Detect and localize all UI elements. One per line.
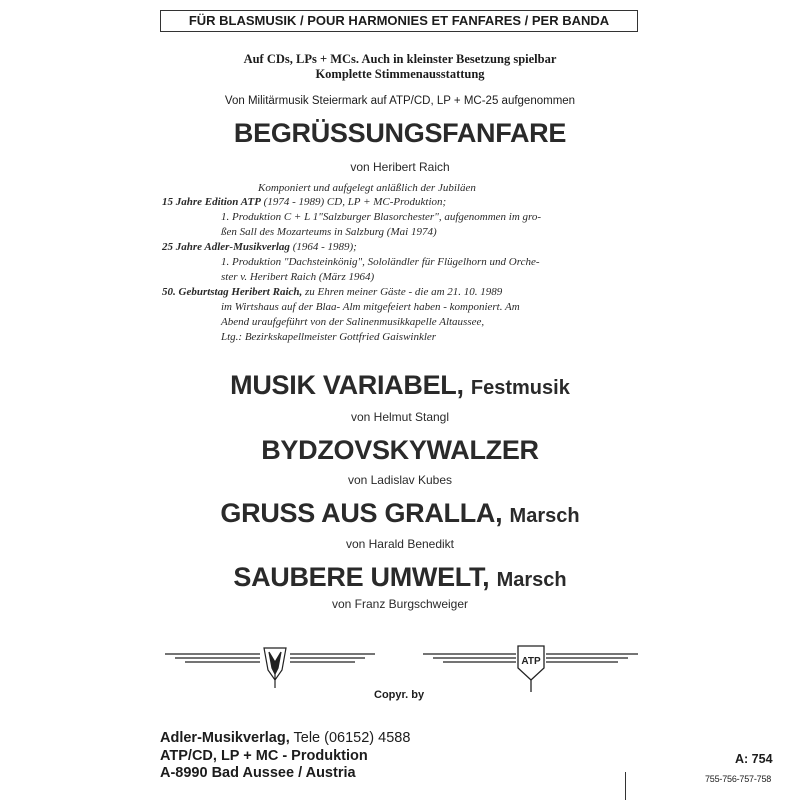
dedication-birthday-rest: zu Ehren meiner Gäste - die am 21. 10. 1989 — [302, 286, 503, 298]
piece-title: MUSIK VARIABEL, — [230, 370, 464, 400]
dedication-intro: Komponiert und aufgelegt anläßlich der Jubiläen — [258, 182, 476, 194]
piece-genre: Marsch — [496, 569, 567, 591]
catalog-numbers: 755-756-757-758 — [705, 774, 772, 784]
adler-logo — [160, 640, 380, 695]
dedication-birthday — [162, 285, 502, 300]
dedication-birthday-detail: Ltg.: Bezirkskapellmeister Gottfried Gaiswinkler — [221, 331, 437, 343]
piece-composer: von Harald Benedikt — [345, 537, 455, 551]
eagle-emblem-icon — [160, 640, 380, 690]
catalog-number: A: 754 — [735, 752, 773, 766]
piece-composer: von Franz Burgschweiger — [331, 597, 469, 611]
piece-title-row — [0, 498, 800, 529]
publisher-name: Adler-Musikverlag, — [160, 730, 290, 746]
piece-composer: von Helmut Stangl — [350, 410, 450, 424]
atp-logo — [418, 640, 643, 700]
dedication-adler-detail: 1. Produktion "Dachsteinkönig", Sololändler für Flügelhorn und Orche- — [221, 256, 540, 268]
parts-line: Komplette Stimmenausstattung — [315, 67, 485, 81]
dedication-adler — [162, 240, 357, 255]
dedication-atp-detail: 1. Produktion C + L 1"Salzburger Blasorchester", aufgenommen im gro- — [221, 211, 542, 223]
recording-note: Von Militärmusik Steiermark auf ATP/CD, LP + MC-25 aufgenommen — [224, 95, 576, 107]
piece-title: SAUBERE UMWELT, — [233, 562, 490, 592]
publisher-phone: Tele (06152) 4588 — [289, 730, 411, 746]
piece-genre: Festmusik — [470, 377, 570, 399]
piece-composer: von Ladislav Kubes — [347, 473, 453, 487]
dedication-birthday-bold: 50. Geburtstag Heribert Raich, — [162, 286, 303, 298]
dedication-atp-detail: ßen Sall des Mozarteums in Salzburg (Mai 1974) — [221, 226, 437, 238]
copyright-label: Copyr. by — [374, 689, 425, 701]
header-banner: FÜR BLASMUSIK / POUR HARMONIES ET FANFARES / PER BANDA — [160, 10, 638, 32]
dedication-adler-detail: ster v. Heribert Raich (März 1964) — [221, 271, 375, 283]
piece-title: GRUSS AUS GRALLA, — [220, 498, 503, 528]
piece-title-row — [0, 370, 800, 401]
crop-mark — [625, 772, 626, 800]
publisher-block — [160, 730, 410, 783]
dedication-atp — [162, 195, 446, 210]
publisher-name-line — [160, 730, 410, 748]
piece-composer: von Heribert Raich — [350, 160, 450, 174]
dedication-adler-bold: 25 Jahre Adler-Musikverlag — [162, 241, 290, 253]
dedication-atp-bold: 15 Jahre Edition ATP — [162, 196, 261, 208]
publisher-address: A-8990 Bad Aussee / Austria — [160, 765, 356, 781]
atp-emblem-icon — [418, 640, 643, 695]
dedication-birthday-detail: Abend uraufgeführt von der Salinenmusikkapelle Altaussee, — [221, 316, 485, 328]
dedication-adler-rest: (1964 - 1989); — [289, 241, 357, 253]
availability-line: Auf CDs, LPs + MCs. Auch in kleinster Besetzung spielbar — [243, 52, 557, 66]
atp-emblem-text: ATP — [521, 656, 541, 667]
piece-title: BYDZOVSKYWALZER — [261, 435, 539, 465]
dedication-atp-rest: (1974 - 1989) CD, LP + MC-Produktion; — [260, 196, 447, 208]
piece-genre: Marsch — [509, 505, 580, 527]
piece-title: BEGRÜSSUNGSFANFARE — [233, 118, 567, 148]
piece-title-row — [0, 562, 800, 593]
publisher-production: ATP/CD, LP + MC - Produktion — [160, 747, 368, 764]
dedication-birthday-detail: im Wirtshaus auf der Blaa- Alm mitgefeiert haben - komponiert. Am — [221, 301, 520, 313]
